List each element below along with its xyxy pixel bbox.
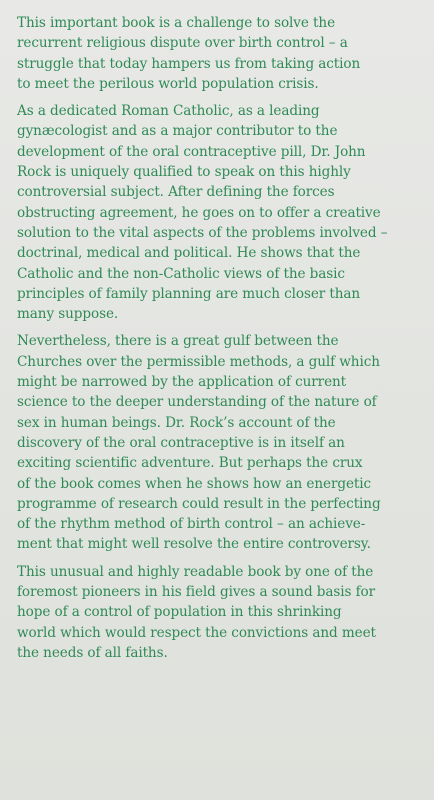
text-line: science to the deeper understanding of the nature of (17, 394, 377, 411)
text-line: struggle that today hampers us from taking action (17, 55, 361, 72)
text-line: This important book is a challenge to solve the (17, 15, 336, 31)
text-line: programme of research could result in the perfecting (17, 495, 381, 512)
text-line: Rock is uniquely qualified to speak on this highly (17, 164, 351, 181)
text-line: This unusual and highly readable book by one of the (17, 563, 374, 580)
blurb-paragraph-4 (17, 562, 424, 663)
blurb-paragraph-3 (17, 331, 424, 554)
text-line: Churches over the permissible methods, a gulf which (17, 353, 380, 370)
text-line: many suppose. (17, 306, 119, 323)
text-line: might be narrowed by the application of current (17, 374, 347, 391)
text-line: hope of a control of population in this shrinking (17, 604, 342, 621)
text-line: principles of family planning are much closer than (17, 285, 361, 302)
text-line: As a dedicated Roman Catholic, as a leading (17, 103, 320, 120)
text-line: the needs of all faiths. (17, 644, 168, 661)
text-line: to meet the perilous world population crisis. (17, 75, 319, 92)
text-line: obstructing agreement, he goes on to offer a creative (17, 204, 381, 221)
text-line: discovery of the oral contraceptive is in itself an (17, 434, 345, 451)
text-line: solution to the vital aspects of the problems involved – (17, 224, 388, 241)
text-line: world which would respect the convictions and meet (17, 624, 376, 641)
text-line: of the book comes when he shows how an energetic (17, 475, 372, 492)
text-line: recurrent religious dispute over birth control – a (17, 35, 348, 52)
text-line: Nevertheless, there is a great gulf between the (17, 333, 339, 350)
blurb-paragraph-2 (17, 101, 424, 324)
text-line: development of the oral contraceptive pill, Dr. John (17, 143, 366, 160)
text-line: gynæcologist and as a major contributor to the (17, 123, 338, 140)
text-line: doctrinal, medical and political. He shows that the (17, 245, 361, 262)
text-line: foremost pioneers in his field gives a sound basis for (17, 584, 376, 601)
text-line: sex in human beings. Dr. Rock’s account of the (17, 414, 336, 431)
blurb-paragraph-1 (17, 13, 424, 94)
text-line: exciting scientific adventure. But perhaps the crux (17, 455, 363, 472)
text-line: ment that might well resolve the entire controversy. (17, 536, 371, 553)
text-line: controversial subject. After defining the forces (17, 184, 335, 201)
text-line: Catholic and the non-Catholic views of the basic (17, 265, 345, 282)
text-line: of the rhythm method of birth control – an achieve- (17, 516, 366, 533)
